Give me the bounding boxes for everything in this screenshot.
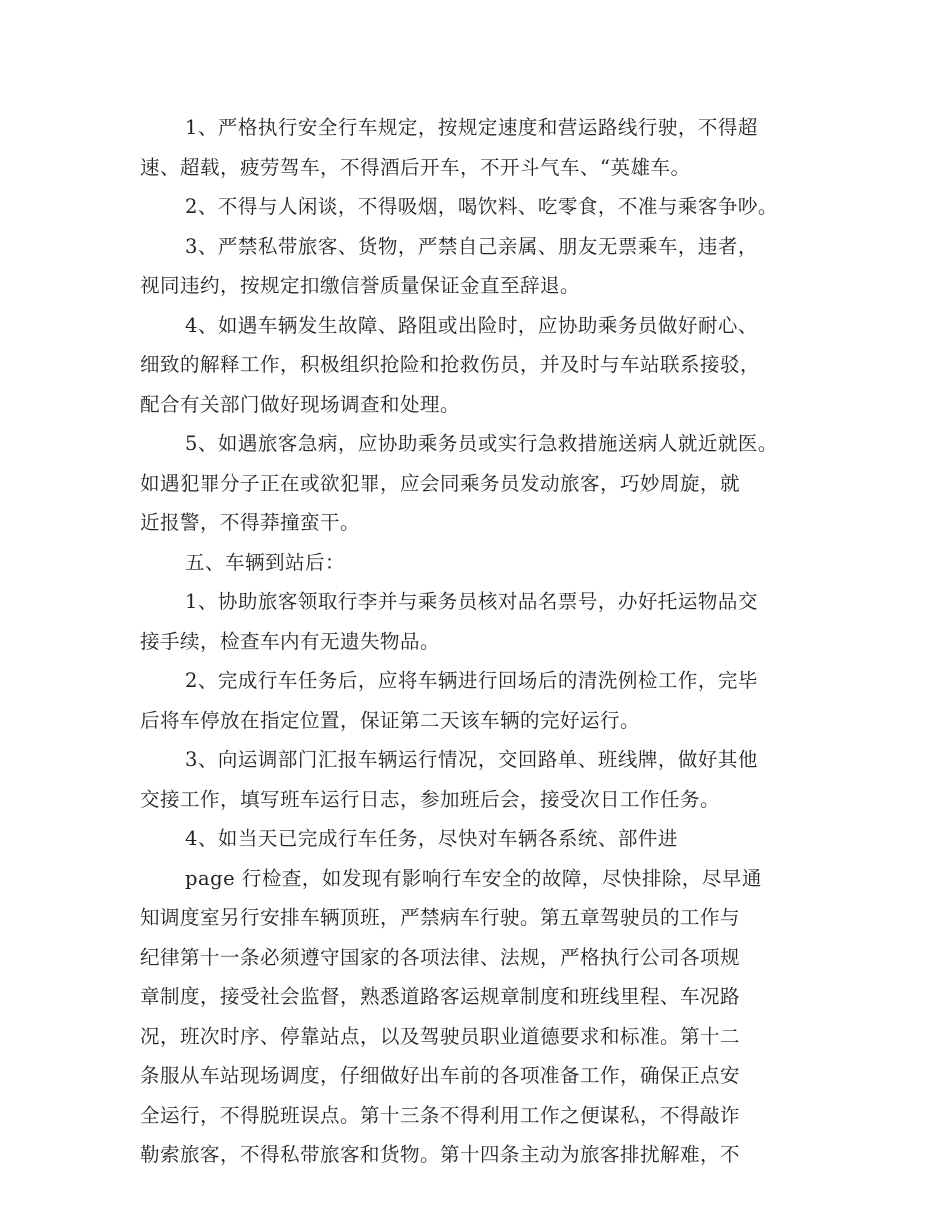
text-line: 配合有关部门做好现场调查和处理。: [140, 392, 461, 416]
text-line: 3、严禁私带旅客、货物，严禁自己亲属、朋友无票乘车，违者，: [185, 234, 758, 258]
text-line: 况，班次时序、停靠站点，以及驾驶员职业道德要求和标准。第十二: [140, 1024, 741, 1048]
text-line: 条服从车站现场调度，仔细做好出车前的各项准备工作，确保正点安: [140, 1064, 741, 1087]
text-line: 后将车停放在指定位置，保证第二天该车辆的完好运行。: [140, 708, 641, 732]
document-body: [140, 108, 830, 1175]
text-line: 视同违约，按规定扣缴信誉质量保证金直至辞退。: [140, 274, 581, 297]
text-line: 纪律第十一条必须遵守国家的各项法律、法规，严格执行公司各项规: [140, 945, 741, 969]
text-line: 接手续，检查车内有无遗失物品。: [140, 629, 441, 653]
text-line: 4、如当天已完成行车任务，尽快对车辆各系统、部件进: [185, 827, 678, 850]
text-line: 1、协助旅客领取行李并与乘务员核对品名票号，办好托运物品交: [185, 590, 758, 613]
text-line: 3、向运调部门汇报车辆运行情况，交回路单、班线牌，做好其他: [185, 748, 758, 771]
text-line: 细致的解释工作，积极组织抢险和抢救伤员，并及时与车站联系接驳，: [140, 353, 761, 376]
text-line: 2、不得与人闲谈，不得吸烟，喝饮料、吃零食，不准与乘客争吵。: [185, 195, 778, 218]
text-line: 如遇犯罪分子正在或欲犯罪，应会同乘务员发动旅客，巧妙周旋，就: [140, 471, 741, 495]
text-line: 五、车辆到站后：: [185, 550, 346, 574]
text-line: 近报警，不得莽撞蛮干。: [140, 511, 361, 534]
text-line: 知调度室另行安排车辆顶班，严禁病车行驶。第五章驾驶员的工作与: [140, 906, 741, 929]
text-line: 5、如遇旅客急病，应协助乘务员或实行急救措施送病人就近就医。: [185, 432, 778, 455]
text-line: 4、如遇车辆发生故障、路阻或出险时，应协助乘务员做好耐心、: [185, 313, 758, 337]
text-line: 勒索旅客，不得私带旅客和货物。第十四条主动为旅客排扰解难，不: [140, 1143, 741, 1166]
text-line: 速、超载，疲劳驾车，不得酒后开车，不开斗气车、“英雄车。: [140, 155, 691, 179]
text-line: 章制度，接受社会监督，熟悉道路客运规章制度和班线里程、车况路: [140, 985, 741, 1008]
text-line: 全运行，不得脱班误点。第十三条不得利用工作之便谋私，不得敲诈: [140, 1103, 741, 1127]
text-line: 交接工作，填写班车运行日志，参加班后会，接受次日工作任务。: [140, 787, 721, 811]
text-line: 1、严格执行安全行车规定，按规定速度和营运路线行驶，不得超: [185, 116, 758, 139]
text-line: page 行检查，如发现有影响行车安全的故障，尽快排除，尽早通: [185, 866, 762, 890]
text-line: 2、完成行车任务后，应将车辆进行回场后的清洗例检工作，完毕: [185, 669, 758, 692]
